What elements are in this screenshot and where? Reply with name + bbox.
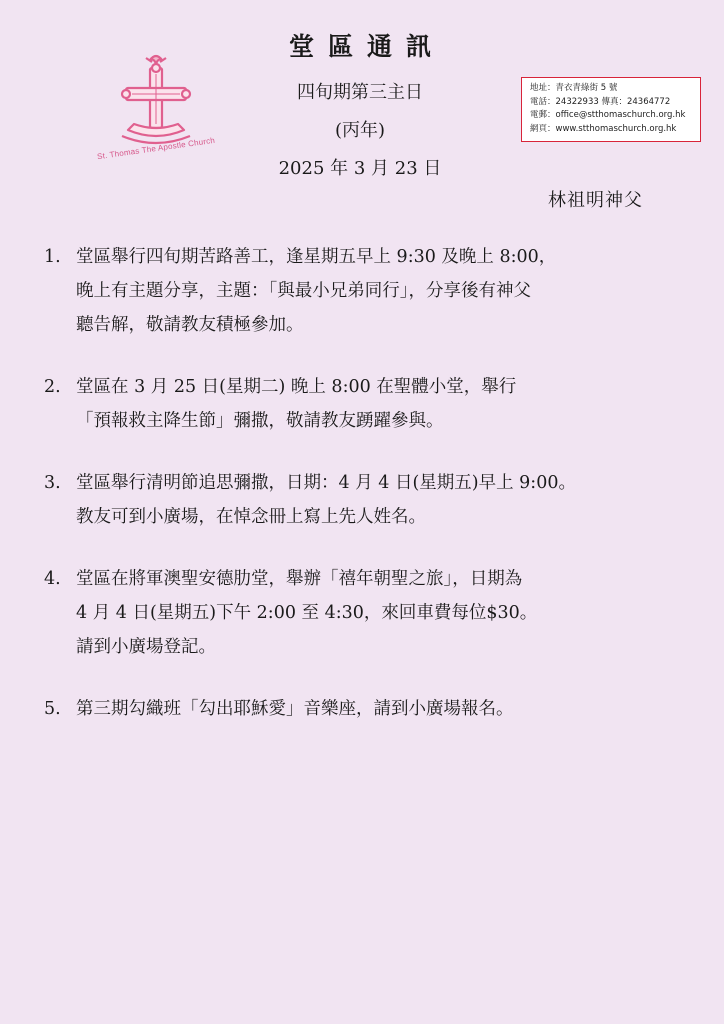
notice-item-5 xyxy=(44,692,684,726)
page-title: 堂區通訊 xyxy=(288,32,445,61)
contact-email: 電郵：office@stthomaschurch.org.hk xyxy=(530,110,686,120)
issue-date: 2025 年 3 月 23 日 xyxy=(278,158,442,179)
notice-list xyxy=(44,240,684,754)
notice-number: 5. xyxy=(44,699,61,719)
liturgical-day: 四旬期第三主日 xyxy=(297,82,423,103)
newsletter-header xyxy=(230,28,490,182)
notice-line: 請到小廣場登記。 xyxy=(76,637,216,657)
notice-line: 教友可到小廣場，在悼念冊上寫上先人姓名。 xyxy=(76,507,426,527)
notice-line: 4 月 4 日(星期五)下午 2:00 至 4:30，來回車費每位$30。 xyxy=(76,603,538,623)
notice-line: 堂區舉行四旬期苦路善工，逢星期五早上 9:30 及晚上 8:00， xyxy=(76,247,557,267)
contact-address: 地址：青衣青綠街 5 號 xyxy=(530,83,618,93)
notice-number: 1. xyxy=(44,247,61,267)
notice-line: 「預報救主降生節」彌撒，敬請教友踴躍參與。 xyxy=(76,411,444,431)
contact-website: 網頁：www.stthomaschurch.org.hk xyxy=(530,123,677,134)
notice-line: 第三期勾織班「勾出耶穌愛」音樂座，請到小廣場報名。 xyxy=(76,699,514,719)
cross-with-dove-icon xyxy=(92,50,222,150)
notice-item-2 xyxy=(44,370,684,438)
contact-box xyxy=(521,77,701,142)
notice-number: 3. xyxy=(44,473,61,493)
contact-phone-fax: 電話：24322933 傳真：24364772 xyxy=(530,96,671,107)
notice-item-4 xyxy=(44,562,684,664)
notice-number: 4. xyxy=(44,569,61,589)
logo-caption: St. Thomas The Apostle Church xyxy=(96,135,216,162)
notice-number: 2. xyxy=(44,377,61,397)
notice-line: 堂區舉行清明節追思彌撒，日期：4 月 4 日(星期五)早上 9:00。 xyxy=(76,473,576,493)
notice-item-3 xyxy=(44,466,684,534)
priest-name: 林祖明神父 xyxy=(548,190,643,211)
notice-line: 堂區在 3 月 25 日(星期二) 晚上 8:00 在聖體小堂，舉行 xyxy=(76,377,517,397)
notice-line: 堂區在將軍澳聖安德肋堂，舉辦「禧年朝聖之旅」，日期為 xyxy=(76,569,523,589)
liturgical-year: (丙年) xyxy=(334,120,386,141)
notice-line: 聽告解，敬請教友積極參加。 xyxy=(76,315,304,335)
notice-item-1 xyxy=(44,240,684,342)
notice-line: 晚上有主題分享，主題：「與最小兄弟同行」，分享後有神父 xyxy=(76,281,531,301)
